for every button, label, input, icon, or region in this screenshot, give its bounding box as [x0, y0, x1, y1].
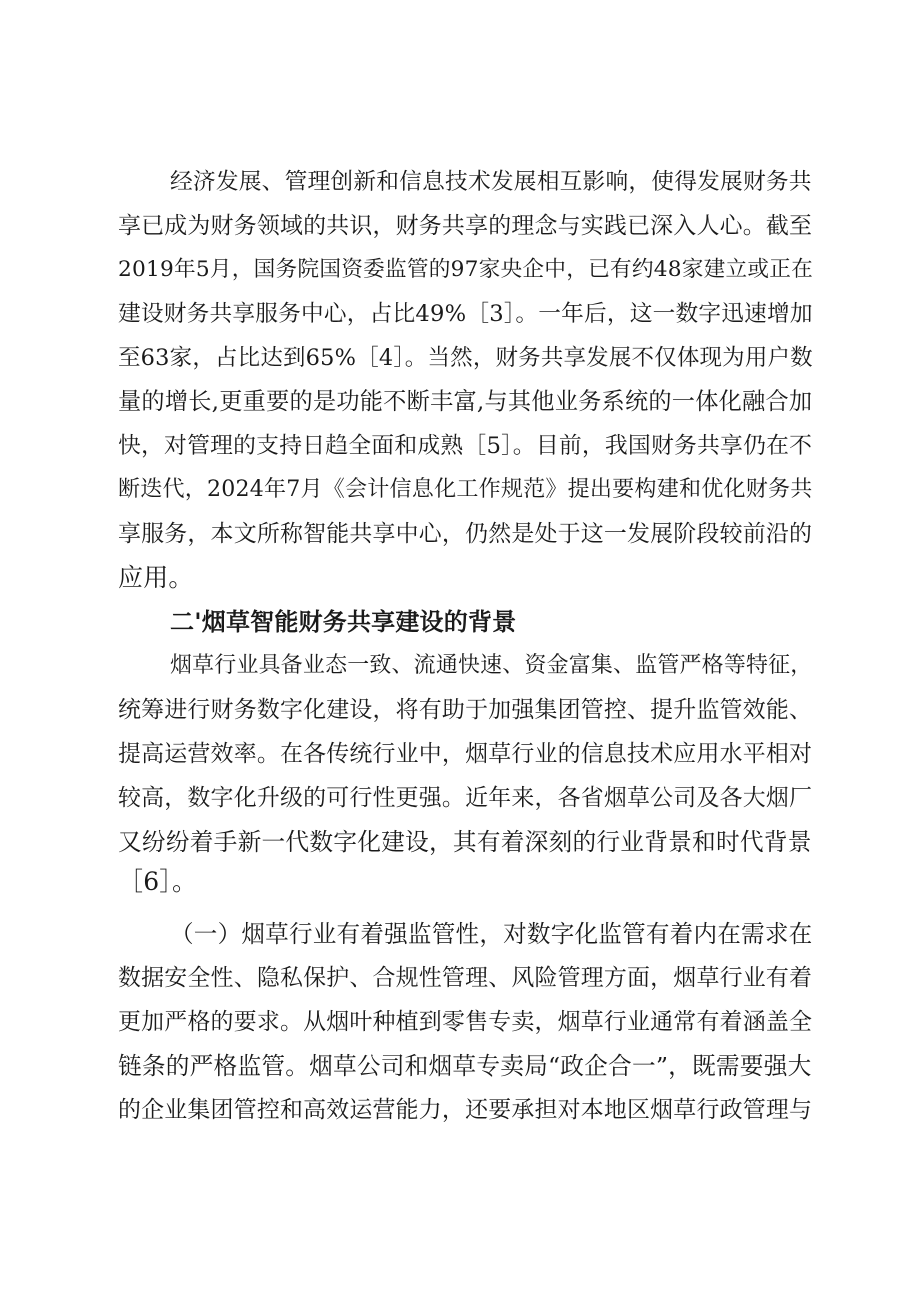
- p1-line-5: 至63家，占比达到65%［4］。当然，财务共享发展不仅体现为用户数: [118, 345, 813, 371]
- p1-line-8: 断迭代，2024年7月《会计信息化工作规范》提出要构建和优化财务共: [118, 477, 813, 502]
- p3-line-1: （一）烟草行业有着强监管性，对数字化监管有着内在需求在: [170, 920, 813, 948]
- p1-line-9: 享服务，本文所称智能共享中心，仍然是处于这一发展阶段较前沿的: [118, 521, 813, 547]
- p3-line-5: 的企业集团管控和高效运营能力，还要承担对本地区烟草行政管理与: [118, 1097, 813, 1123]
- p1-line-6: 量的增长,更重要的是功能不断丰富,与其他业务系统的一体化融合加: [118, 388, 813, 415]
- p1-line-1: 经济发展、管理创新和信息技术发展相互影响，使得发展财务共: [170, 169, 812, 195]
- p3-line-3: 更加严格的要求。从烟叶种植到零售专卖，烟草行业通常有着涵盖全: [118, 1009, 813, 1035]
- p2-line-6: ［6］。: [118, 867, 198, 896]
- p3-line-2: 数据安全性、隐私保护、合规性管理、风险管理方面，烟草行业有着: [118, 965, 813, 991]
- p3-line-4: 链条的严格监管。烟草公司和烟草专卖局“政企合一”，既需要强大: [118, 1052, 812, 1080]
- p2-line-4: 较高，数字化升级的可行性更强。近年来，各省烟草公司及各大烟厂: [118, 785, 813, 811]
- p1-line-4: 建设财务共享服务中心，占比49%［3］。一年后，这一数字迅速增加: [118, 301, 813, 327]
- p1-line-3: 2019年5月，国务院国资委监管的97家央企中，已有约48家建立或正在: [118, 257, 814, 282]
- p1-line-10: 应用。: [118, 563, 194, 592]
- p2-line-2: 统筹进行财务数字化建设，将有助于加强集团管控、提升监管效能、: [118, 697, 813, 723]
- p2-line-3: 提高运营效率。在各传统行业中，烟草行业的信息技术应用水平相对: [118, 741, 813, 767]
- p1-line-7: 快，对管理的支持日趋全面和成熟［5］。目前，我国财务共享仍在不: [118, 433, 813, 459]
- section-heading: 二'烟草智能财务共享建设的背景: [170, 608, 517, 636]
- p2-line-1: 烟草行业具备业态一致、流通快速、资金富集、监管严格等特征，: [170, 653, 813, 678]
- p1-line-2: 享已成为财务领域的共识，财务共享的理念与实践已深入人心。截至: [118, 213, 813, 239]
- p2-line-5: 又纷纷着手新一代数字化建设，其有着深刻的行业背景和时代背景: [118, 828, 812, 856]
